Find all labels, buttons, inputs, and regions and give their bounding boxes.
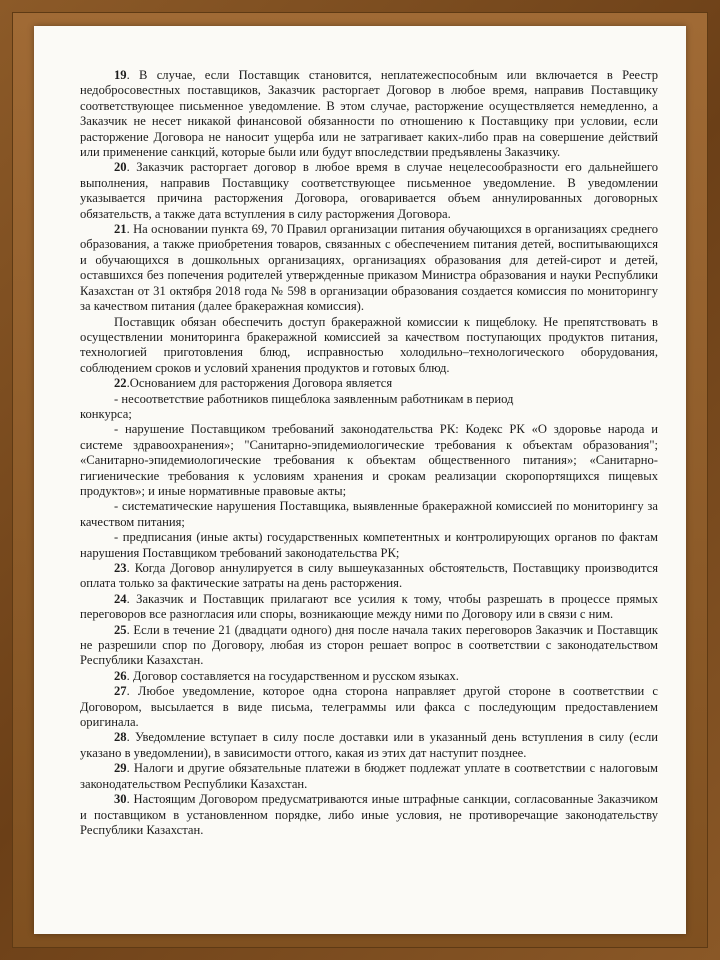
paragraph [80,422,658,499]
paragraph-number: 27 [114,684,127,699]
paragraph-number: 29 [114,761,127,776]
paragraph [80,623,658,669]
paragraph-number: 20 [114,160,127,175]
paragraph-text: . Любое уведомление, которое одна сторона направляет другой стороне в соответствии с Договором, высылается в виде письма, телеграммы или факса с последующим предоставлением оригинала. [80,684,658,730]
paragraph-number: 22 [114,376,127,391]
paragraph [80,669,658,684]
paragraph-number: 28 [114,730,127,745]
paragraph [80,376,658,391]
paragraph-text: . В случае, если Поставщик становится, неплатежеспособным или включается в Реестр недобросовестных поставщиков, Заказчик расторгает Договор в любое время, направив Поставщику соответствующее письменное уведомление. В этом случае, расторжение осуществляется немедленно, а Заказчик не несет никакой финансовой обязанности по отношению к Поставщику при условии, если расторжение Договора не наносит ущерба или не затрагивает каких-либо прав на совершение действий или применение санкций, которые были или будут впоследствии предъявлены Заказчику. [80,68,658,160]
document-text [80,68,658,838]
paragraph-text: . Когда Договор аннулируется в силу вышеуказанных обстоятельств, Поставщику производится оплата только за фактические затраты на день расторжения. [80,561,658,591]
paragraph-text: . Если в течение 21 (двадцати одного) дня после начала таких переговоров Заказчик и Поставщик не разрешили спор по Договору, любая из сторон решает вопрос в соответствии с законодательством Республики Казахстан. [80,622,658,668]
paragraph-text: . Уведомление вступает в силу после доставки или в указанный день вступления в силу (если указано в уведомлении), в зависимости оттого, какая из этих дат наступит позднее. [80,730,658,760]
paragraph-text: Поставщик обязан обеспечить доступ бракеражной комиссии к пищеблоку. Не препятствовать в осуществлении мониторинга бракеражной комиссией за качеством поступающих продуктов питания, технологией приготовления блюд, исправностью холодильно–технологического оборудования, соблюдением сроков и условий хранения продуктов и готовых блюд. [80,314,658,375]
paragraph [80,684,658,730]
paragraph-text: - несоответствие работников пищеблока заявленным работникам в период [114,391,514,406]
paragraph [80,761,658,792]
paragraph [80,392,658,407]
paragraph-text: - систематические нарушения Поставщика, выявленные бракеражной комиссией по мониторингу за качеством питания; [80,499,658,529]
paragraph-number: 30 [114,792,127,807]
paragraph [80,530,658,561]
paragraph [80,499,658,530]
paragraph [80,315,658,377]
paragraph-text: конкурса; [80,406,132,421]
paragraph-number: 26 [114,668,127,683]
paragraph [80,68,658,160]
paragraph [80,407,658,422]
paragraph [80,792,658,838]
paragraph-text: . На основании пункта 69, 70 Правил организации питания обучающихся в организациях среднего образования, а также приобретения товаров, связанных с обеспечением питания детей, воспитывающихся и обучающихся в дошкольных организациях, организациях образования для детей-сирот и детей, оставшихся без попечения родителей утвержденные приказом Министра образования и науки Республики Казахстан от 31 октября 2018 года № 598 в организации образования создается комиссия по мониторингу за качеством питания (далее бракеражная комиссия). [80,222,658,314]
paragraph-text: . Настоящим Договором предусматриваются иные штрафные санкции, согласованные Заказчиком и поставщиком в установленном порядке, либо иные условия, не противоречащие законодательству Республики Казахстан. [80,792,658,837]
paragraph-number: 21 [114,222,127,237]
paragraph-text: . Договор составляется на государственном и русском языках. [126,668,459,683]
paragraph-text: . Заказчик и Поставщик прилагают все усилия к тому, чтобы разрешать в процессе прямых переговоров все разногласия или споры, возникающие между ними по Договору или в связи с ним. [80,591,658,622]
paragraph-number: 24 [114,591,127,606]
paragraph-text: . Налоги и другие обязательные платежи в бюджет подлежат уплате в соответствии с налоговым законодательством Республики Казахстан. [80,761,658,791]
paragraph-text: . Заказчик расторгает договор в любое время в случае нецелесообразности его дальнейшего выполнения, направив Поставщику соответствующее письменное уведомление. В уведомлении указывается причина расторжения Договора, оговаривается объем аннулированных договорных обязательств, а также дата вступления в силу расторжения Договора. [80,160,658,221]
paragraph-number: 25 [114,622,127,637]
paragraph-text: - нарушение Поставщиком требований законодательства РК: Кодекс РК «О здоровье народа и системе здравоохранения»; "Санитарно-эпидемиологические требования к объектам образования"; «Санитарно-эпидемиологические требования к объектам общественного питания»; «Санитарно-гигиенические требования к условиям хранения и срокам реализации скоропортящихся пищевых продуктов»; и иные нормативные правовые акты; [80,422,658,498]
paragraph [80,592,658,623]
paragraph [80,222,658,314]
paragraph [80,160,658,222]
paragraph-text: .Основанием для расторжения Договора является [126,376,393,391]
paragraph-text: - предписания (иные акты) государственных компетентных и контролирующих органов по фактам нарушения Поставщиком требований законодательства РК; [80,530,658,560]
paragraph [80,561,658,592]
paragraph [80,730,658,761]
paragraph-number: 23 [114,561,127,575]
paragraph-number: 19 [114,68,127,82]
